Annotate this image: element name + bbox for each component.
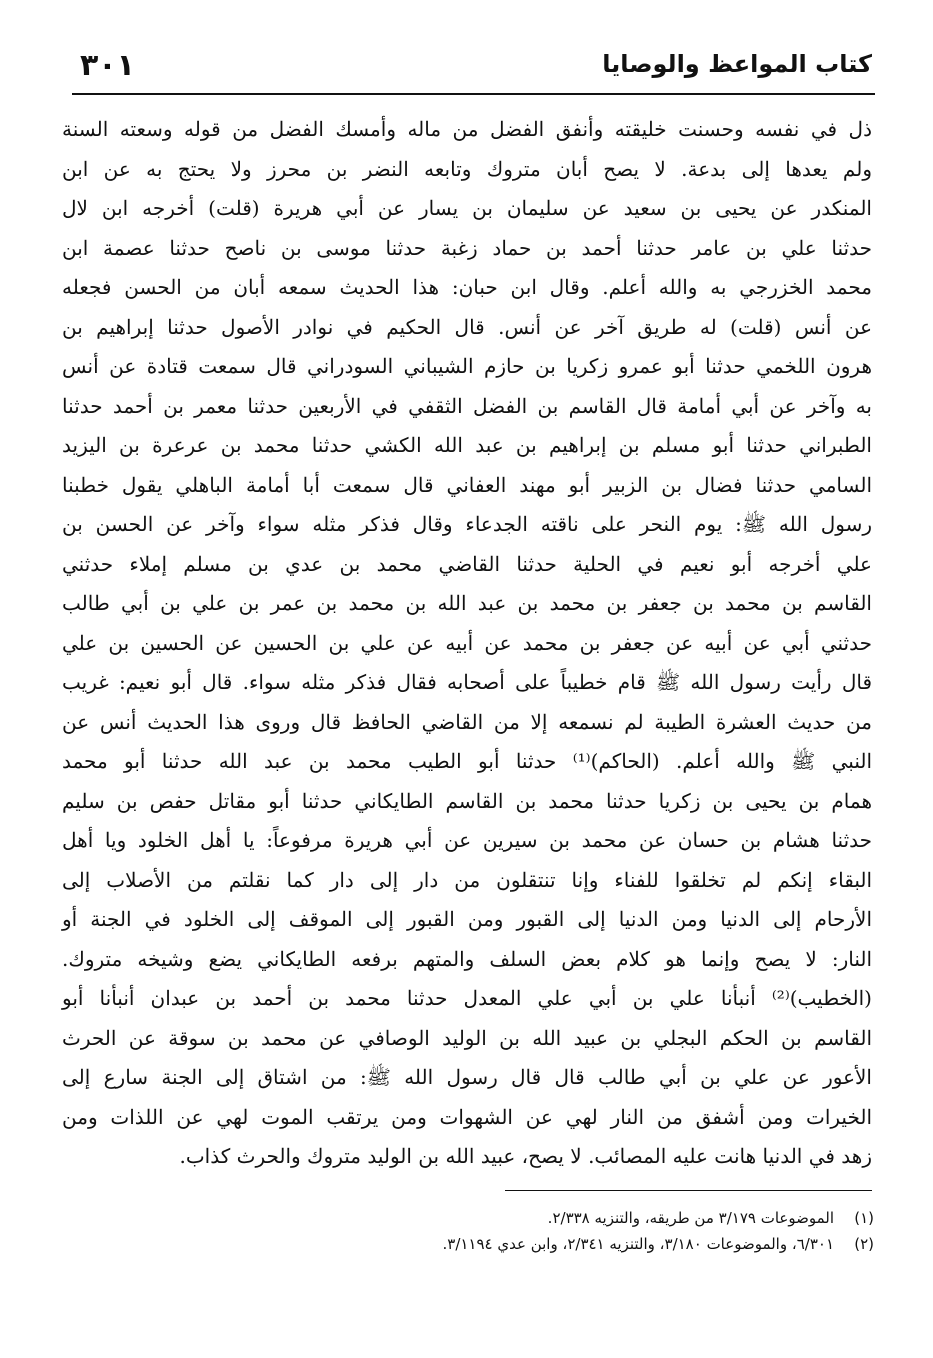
text-line: (الخطيب)⁽²⁾ أنبأنا علي بن أبي علي المعدل حدثنا محمد بن أحمد بن عبدان أنبأنا أبو — [62, 986, 872, 1010]
text-line: حدثني أبي عن أبيه عن جعفر بن محمد عن أبيه عن علي بن الحسين عن الحسين بن علي — [62, 630, 872, 655]
text-line: القاسم بن محمد بن جعفر بن محمد بن عبد الله بن محمد بن عمر بن علي بن أبي طالب — [62, 591, 872, 615]
text-line: همام بن يحيى بن زكريا حدثنا محمد بن القاسم الطايكاني حدثنا أبو مقاتل حفص بن سليم — [62, 788, 872, 813]
footnote-number: (١) — [854, 1209, 874, 1227]
header-rule — [72, 93, 875, 95]
text-line: السامي حدثنا فضال بن الزبير أبو مهند العفاني قال سمعت أبا أمامة الباهلي يقول خطبنا — [62, 472, 872, 497]
footnote-number: (٢) — [854, 1235, 874, 1253]
footnote — [262, 1231, 874, 1257]
text-line: حدثنا هشام بن حسان عن محمد بن سيرين عن أبي هريرة مرفوعاً: يا أهل الخلود ويا أهل — [62, 828, 872, 852]
text-line: الأعور عن علي بن أبي طالب قال قال رسول الله ﷺ: من اشتاق إلى الجنة سارع إلى — [62, 1065, 872, 1089]
page-header — [72, 40, 872, 92]
text-line: ذل في نفسه وحسنت خليقته وأنفق الفضل من ماله وأمسك الفضل من قوله وسعته السنة — [62, 117, 872, 141]
footnote — [262, 1205, 874, 1231]
text-line: الخيرات ومن أشفق من النار لهي عن الشهوات ومن يرتقب الموت لهي عن اللذات ومن — [62, 1104, 873, 1129]
text-line: من حديث العشرة الطيبة لم نسمعه إلا من القاضي الحافظ قال وروى هذا الحديث أنس عن — [62, 709, 872, 734]
text-line: الطبراني حدثنا أبو مسلم بن إبراهيم بن عبد الله الكشي حدثنا محمد بن عرعرة بن اليزيد — [62, 433, 872, 457]
footnotes — [262, 1205, 874, 1257]
footnote-rule — [505, 1190, 872, 1191]
page-number: ٣٠١ — [80, 48, 135, 83]
main-text — [62, 110, 873, 1168]
text-line: الأرحام إلى الدنيا ومن الدنيا إلى القبور ومن القبور إلى الموقف إلى الخلود في الجنة أو — [62, 907, 872, 931]
text-line: القاسم بن الحكم البجلي بن عبيد الله بن الوليد الوصافي عن محمد بن سوقة عن الحرث — [62, 1025, 872, 1050]
text-line: رسول الله ﷺ: يوم النحر على ناقته الجدعاء وقال فذكر مثله سواء وآخر عن الحسن بن — [62, 512, 872, 536]
text-line: محمد الخزرجي به والله أعلم. وقال ابن حبان: هذا الحديث سمعه أبان من الحسن فجعله — [62, 275, 872, 299]
footnote-text: الموضوعات ٣/١٧٩ من طريقه، والتنزيه ٢/٣٣٨. — [547, 1209, 834, 1227]
text-line: هرون اللخمي حدثنا أبو عمرو زكريا بن حازم الشيباني السودراني قال سمعت قتادة عن أنس — [62, 354, 872, 378]
running-title: كتاب المواعظ والوصايا — [602, 50, 872, 78]
text-line: المنكدر عن يحيى بن سعيد عن سليمان بن يسار عن أبي هريرة (قلت) أخرجه ابن لال — [62, 196, 872, 220]
text-line: ولم يعدها إلى بدعة. لا يصح أبان متروك وتابعه النضر بن محرز ولا يحتج به عن ابن — [62, 156, 872, 181]
text-line: قال رأيت رسول الله ﷺ قام خطيباً على أصحابه فقال فذكر مثله سواء. قال أبو نعيم: غريب — [62, 670, 872, 694]
text-line: زهد في الدنيا هانت عليه المصائب. لا يصح، عبيد الله بن الوليد متروك والحرث كذاب. — [179, 1144, 872, 1168]
text-line: النار: لا يصح وإنما هو كلام بعض السلف والمتهم برفعه الطايكاني يضع وشيخه متروك. — [62, 946, 872, 971]
text-line: البقاء إنكم لم تخلقوا للفناء وإنا تنتقلون من دار إلى دار كما نقلتم من الأصلاب إلى — [62, 867, 872, 892]
text-line: النبي ﷺ والله أعلم. (الحاكم)⁽¹⁾ حدثنا أبو الطيب محمد بن عبد الله حدثنا أبو محمد — [62, 749, 872, 773]
text-line: حدثنا علي بن عامر حدثنا أحمد بن حماد زغبة حدثنا موسى بن ناصح حدثنا عصمة ابن — [62, 235, 872, 260]
text-line: علي أخرجه أبو نعيم في الحلية حدثنا القاضي محمد بن عدي بن مسلم إملاء حدثني — [62, 551, 872, 576]
text-line: به وآخر عن أبي أمامة قال القاسم بن الفضل الثقفي في الأربعين حدثنا معمر بن أحمد حدثنا — [62, 393, 872, 418]
text-line: عن أنس (قلت) له طريق آخر عن أنس. قال الحكيم في نوادر الأصول حدثنا إبراهيم بن — [62, 314, 872, 339]
footnote-text: ٦/٣٠١، والموضوعات ٣/١٨٠، والتنزيه ٢/٣٤١، وابن عدي ٣/١١٩٤. — [442, 1235, 834, 1253]
